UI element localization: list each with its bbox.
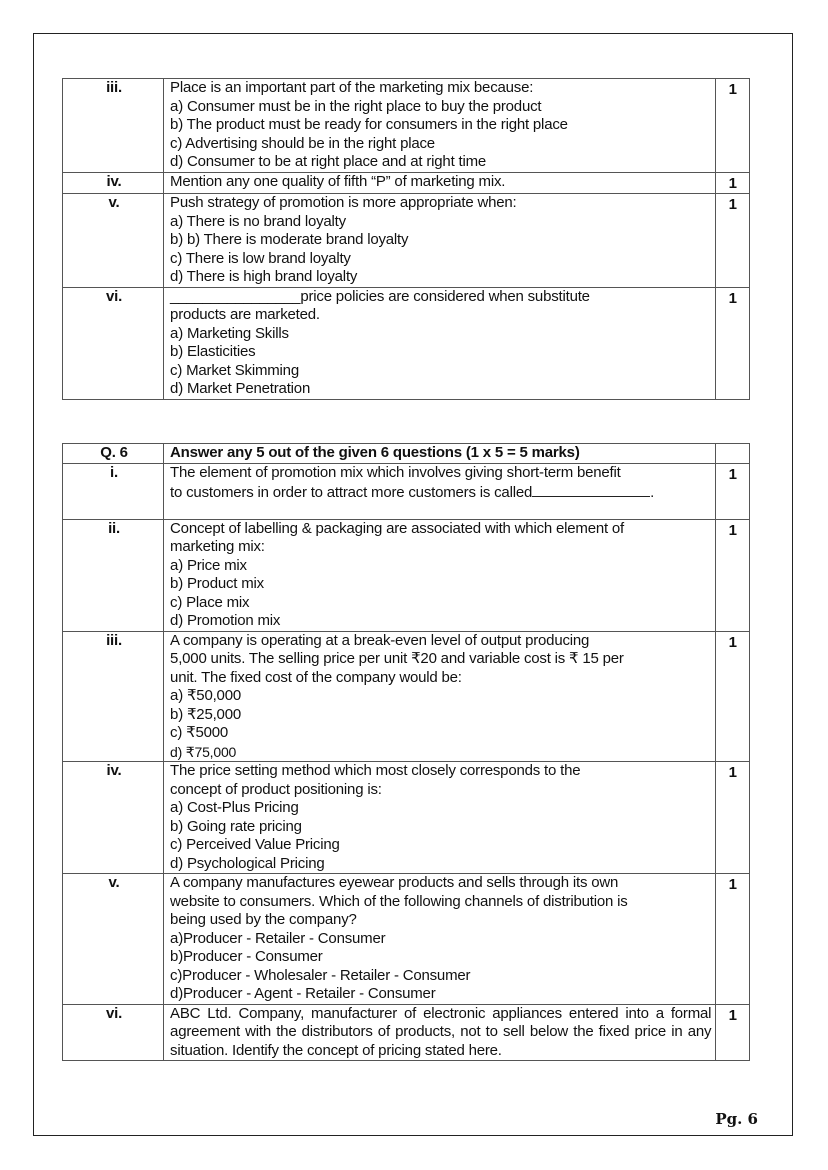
question-marks: 1 (716, 79, 750, 173)
option-b: b) ₹25,000 (170, 705, 241, 723)
question-stem-line2: marketing mix: (170, 538, 265, 555)
option-a: a) Marketing Skills (170, 324, 289, 342)
question-marks: 1 (716, 631, 750, 762)
table-row (63, 874, 750, 1005)
option-b: b) Going rate pricing (170, 817, 302, 835)
question-number: iv. (63, 762, 164, 874)
option-c: c) Market Skimming (170, 361, 299, 379)
option-d: d)Producer - Agent - Retailer - Consumer (170, 985, 436, 1002)
option-c: c)Producer - Wholesaler - Retailer - Consumer (170, 966, 471, 984)
section-instruction: Answer any 5 out of the given 6 questions (1 x 5 = 5 marks) (164, 444, 716, 464)
question-body (164, 287, 716, 399)
question-number: ii. (63, 519, 164, 631)
option-d: d) Consumer to be at right place and at right time (170, 153, 487, 170)
question-stem-line1: A company manufactures eyewear products and sells through its own (170, 874, 619, 891)
table-row (63, 194, 750, 288)
fill-in-blank (532, 482, 650, 497)
question-body (164, 519, 716, 631)
table-row (63, 762, 750, 874)
option-a: a)Producer - Retailer - Consumer (170, 929, 386, 947)
question-marks: 1 (716, 463, 750, 519)
question-stem-line3: being used by the company? (170, 911, 357, 928)
table-row (63, 287, 750, 399)
question-marks: 1 (716, 519, 750, 631)
question-number: i. (63, 463, 164, 519)
option-b: b)Producer - Consumer (170, 948, 323, 965)
question-stem-text: to customers in order to attract more customers is called (170, 484, 533, 501)
option-d: d) Market Penetration (170, 380, 311, 397)
table-row (63, 79, 750, 173)
question-table-previous (62, 78, 750, 400)
question-body (164, 172, 716, 194)
section-marks-empty (716, 444, 750, 464)
question-stem: Place is an important part of the marketing mix because: (170, 79, 534, 96)
table-row (63, 519, 750, 631)
fill-in-blank: ________________ (170, 287, 301, 305)
question-stem-line1: The element of promotion mix which involves giving short-term benefit (170, 463, 621, 481)
question-stem-line2: concept of product positioning is: (170, 780, 382, 798)
question-marks: 1 (716, 287, 750, 399)
option-c: c) There is low brand loyalty (170, 249, 351, 267)
table-row (63, 1004, 750, 1061)
option-b: b) b) There is moderate brand loyalty (170, 231, 409, 248)
question-marks: 1 (716, 762, 750, 874)
table-row (63, 631, 750, 762)
option-a: a) Consumer must be in the right place to buy the product (170, 97, 542, 115)
option-c: c) Perceived Value Pricing (170, 836, 340, 853)
question-body: ABC Ltd. Company, manufacturer of electronic appliances entered into a formal agreement with the distributors of products, not to sell below the fixed price in any situation. Identify the concept of pricing stated here. (164, 1004, 716, 1061)
question-stem-line1: A company is operating at a break-even level of output producing (170, 631, 590, 649)
question-stem-line2: 5,000 units. The selling price per unit ₹20 and variable cost is ₹ 15 per (170, 650, 624, 667)
question-body (164, 463, 716, 519)
question-table-q6 (62, 443, 750, 1061)
question-stem-line (170, 288, 711, 307)
question-stem-line1: Concept of labelling & packaging are associated with which element of (170, 519, 625, 537)
option-d: d) ₹75,000 (170, 743, 237, 760)
question-stem-end: . (650, 484, 655, 501)
table-row (63, 172, 750, 194)
question-number: iii. (63, 631, 164, 762)
question-marks: 1 (716, 874, 750, 1005)
option-c: c) Advertising should be in the right place (170, 134, 435, 152)
option-c: c) Place mix (170, 593, 250, 611)
section-number: Q. 6 (63, 444, 164, 464)
table-row (63, 463, 750, 519)
question-number: vi. (63, 1004, 164, 1061)
option-d: d) Psychological Pricing (170, 854, 325, 872)
question-number: v. (63, 874, 164, 1005)
option-a: a) Cost-Plus Pricing (170, 799, 299, 816)
option-a: a) There is no brand loyalty (170, 212, 346, 230)
option-d: d) Promotion mix (170, 612, 281, 629)
question-body (164, 631, 716, 762)
question-stem-line1: The price setting method which most closely corresponds to the (170, 762, 581, 779)
question-marks: 1 (716, 172, 750, 194)
option-b: b) Elasticities (170, 343, 256, 360)
question-number: iv. (63, 172, 164, 194)
question-body (164, 194, 716, 288)
question-stem: Mention any one quality of fifth “P” of marketing mix. (170, 172, 506, 190)
question-stem-line2 (170, 482, 711, 503)
question-body (164, 79, 716, 173)
question-body (164, 762, 716, 874)
question-marks: 1 (716, 1004, 750, 1061)
option-a: a) Price mix (170, 556, 247, 574)
option-b: b) The product must be ready for consumers in the right place (170, 116, 568, 133)
question-stem: Push strategy of promotion is more appropriate when: (170, 194, 517, 211)
question-stem-cont: products are marketed. (170, 306, 320, 323)
option-a: a) ₹50,000 (170, 687, 241, 704)
question-number: vi. (63, 287, 164, 399)
question-stem-line3: unit. The fixed cost of the company would be: (170, 668, 462, 686)
question-body (164, 874, 716, 1005)
question-number: v. (63, 194, 164, 288)
option-c: c) ₹5000 (170, 724, 229, 741)
question-stem: price policies are considered when substitute (300, 287, 590, 305)
page-number: Pg. 6 (715, 1110, 758, 1128)
question-stem-line2: website to consumers. Which of the following channels of distribution is (170, 892, 628, 910)
question-number: iii. (63, 79, 164, 173)
option-d: d) There is high brand loyalty (170, 268, 358, 285)
option-b: b) Product mix (170, 575, 264, 592)
question-marks: 1 (716, 194, 750, 288)
section-header-row (63, 444, 750, 464)
